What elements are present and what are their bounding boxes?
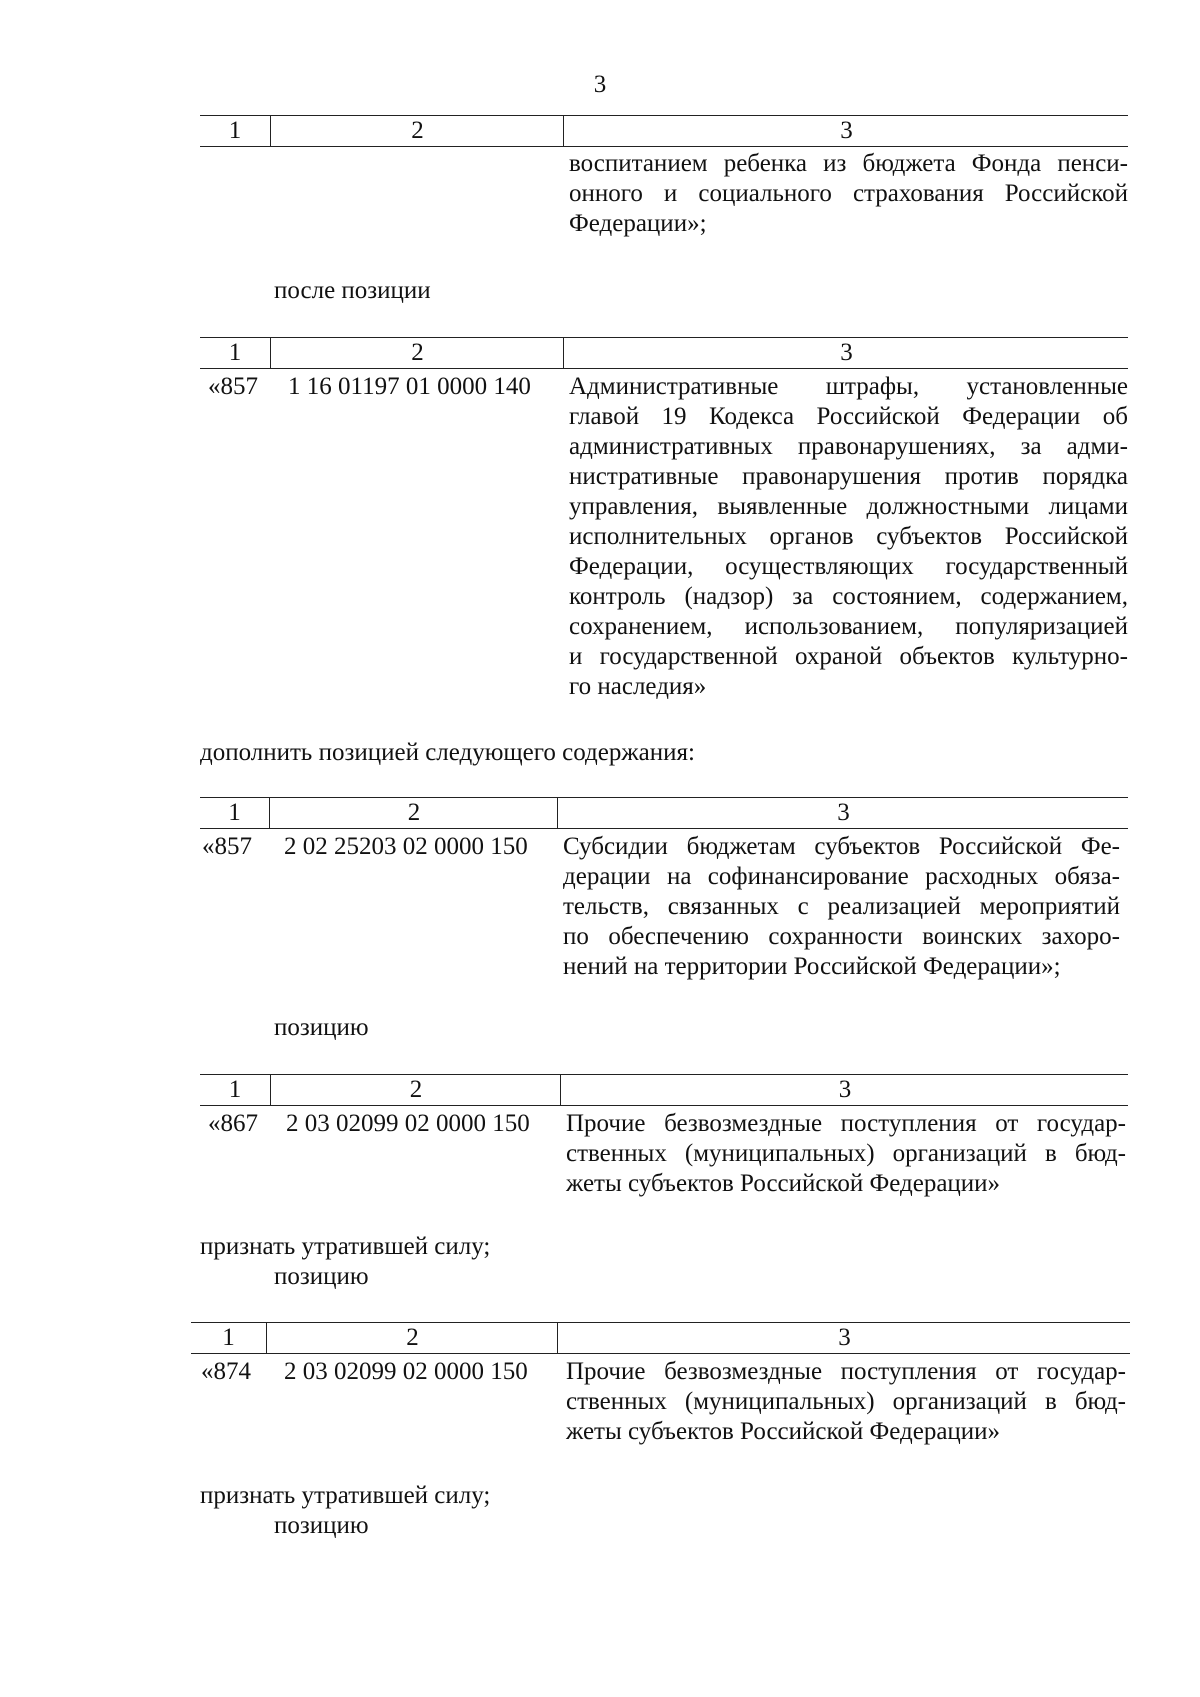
description-line: Прочие безвозмездные поступления от государ- — [566, 1358, 1126, 1385]
description-line: главой 19 Кодекса Российской Федерации об — [569, 403, 1128, 430]
row-code-2: 2 02 25203 02 0000 150 — [284, 833, 528, 860]
instruction-invalid: признать утратившей силу; — [200, 1482, 491, 1509]
header-col-3: 3 — [563, 338, 1129, 368]
description-line: Прочие безвозмездные поступления от государ- — [566, 1110, 1126, 1137]
instruction-invalid: признать утратившей силу; — [200, 1233, 491, 1260]
table-position-867 — [200, 1074, 1128, 1204]
row-code-1: «857 — [202, 833, 252, 860]
description-line: управления, выявленные должностными лицами — [569, 493, 1128, 520]
description-line: Субсидии бюджетам субъектов Российской Фе- — [563, 833, 1120, 860]
header-col-1: 1 — [228, 1076, 242, 1103]
table-header — [200, 797, 1128, 829]
header-col-1: 1 — [228, 799, 241, 826]
table-row — [200, 1109, 1128, 1204]
row-description — [566, 1357, 1126, 1447]
header-col-2: 2 — [269, 798, 558, 828]
instruction-position: позицию — [274, 1263, 369, 1290]
description-line: воспитанием ребенка из бюджета Фонда пенси- — [569, 150, 1128, 177]
header-col-2: 2 — [266, 1323, 558, 1353]
row-code-1: «874 — [201, 1358, 251, 1385]
description-line: онного и социального страхования Российской — [569, 180, 1128, 207]
description-line: дерации на софинансирование расходных обяза- — [563, 863, 1120, 890]
table-header — [200, 337, 1128, 369]
header-col-3: 3 — [563, 116, 1129, 146]
description-line: по обеспечению сохранности воинских захоро- — [563, 923, 1120, 950]
description-line: административных правонарушениях, за адми- — [569, 433, 1128, 460]
table-row — [200, 372, 1128, 707]
row-description — [566, 1109, 1126, 1199]
table-position-857-fine — [200, 337, 1128, 707]
description-line: жеты субъектов Российской Федерации» — [566, 1418, 1001, 1445]
description-line: исполнительных органов субъектов Российской — [569, 523, 1128, 550]
description-line: жеты субъектов Российской Федерации» — [566, 1170, 1001, 1197]
row-code-1: «857 — [208, 373, 258, 400]
table-header — [200, 115, 1128, 147]
row-code-1: «867 — [208, 1110, 258, 1137]
header-col-3: 3 — [557, 1323, 1131, 1353]
description-line: го наследия» — [569, 673, 707, 700]
table-row — [191, 1357, 1130, 1452]
description-line: сохранением, использованием, популяризацией — [569, 613, 1128, 640]
header-col-3: 3 — [560, 1075, 1129, 1105]
description-line: нений на территории Российской Федерации»; — [563, 953, 1061, 980]
header-col-2: 2 — [270, 1075, 561, 1105]
page-number: 3 — [593, 71, 607, 98]
header-col-1: 1 — [222, 1324, 235, 1351]
header-col-2: 2 — [270, 116, 564, 146]
table-header — [200, 1074, 1128, 1106]
description-line: контроль (надзор) за состоянием, содержанием, — [569, 583, 1128, 610]
row-code-2: 2 03 02099 02 0000 150 — [284, 1358, 528, 1385]
instruction-after-position: после позиции — [274, 277, 431, 304]
table-row — [200, 149, 1128, 241]
header-col-1: 1 — [228, 339, 242, 366]
table-position-857-subsidy — [200, 797, 1128, 987]
description-line: тельств, связанных с реализацией мероприятий — [563, 893, 1120, 920]
description-line: и государственной охраной объектов культурно- — [569, 643, 1128, 670]
table-header — [191, 1322, 1130, 1354]
row-code-2: 2 03 02099 02 0000 150 — [286, 1110, 530, 1137]
instruction-position: позицию — [274, 1014, 369, 1041]
description-line: Федерации»; — [569, 210, 707, 237]
row-code-2: 1 16 01197 01 0000 140 — [288, 373, 531, 400]
table-position-874 — [191, 1322, 1130, 1452]
header-col-2: 2 — [270, 338, 564, 368]
row-description — [569, 372, 1128, 702]
description-line: ственных (муниципальных) организаций в бюд- — [566, 1388, 1126, 1415]
description-line: нистративные правонарушения против порядка — [569, 463, 1128, 490]
description-line: ственных (муниципальных) организаций в бюд- — [566, 1140, 1126, 1167]
instruction-supplement: дополнить позицией следующего содержания: — [200, 739, 695, 766]
header-col-3: 3 — [557, 798, 1129, 828]
header-col-1: 1 — [228, 117, 242, 144]
table-row — [200, 832, 1128, 987]
row-description — [563, 832, 1120, 982]
table-continuation — [200, 115, 1128, 241]
description-line: Административные штрафы, установленные — [569, 373, 1128, 400]
instruction-position: позицию — [274, 1512, 369, 1539]
row-description — [569, 149, 1128, 239]
description-line: Федерации, осуществляющих государственный — [569, 553, 1128, 580]
